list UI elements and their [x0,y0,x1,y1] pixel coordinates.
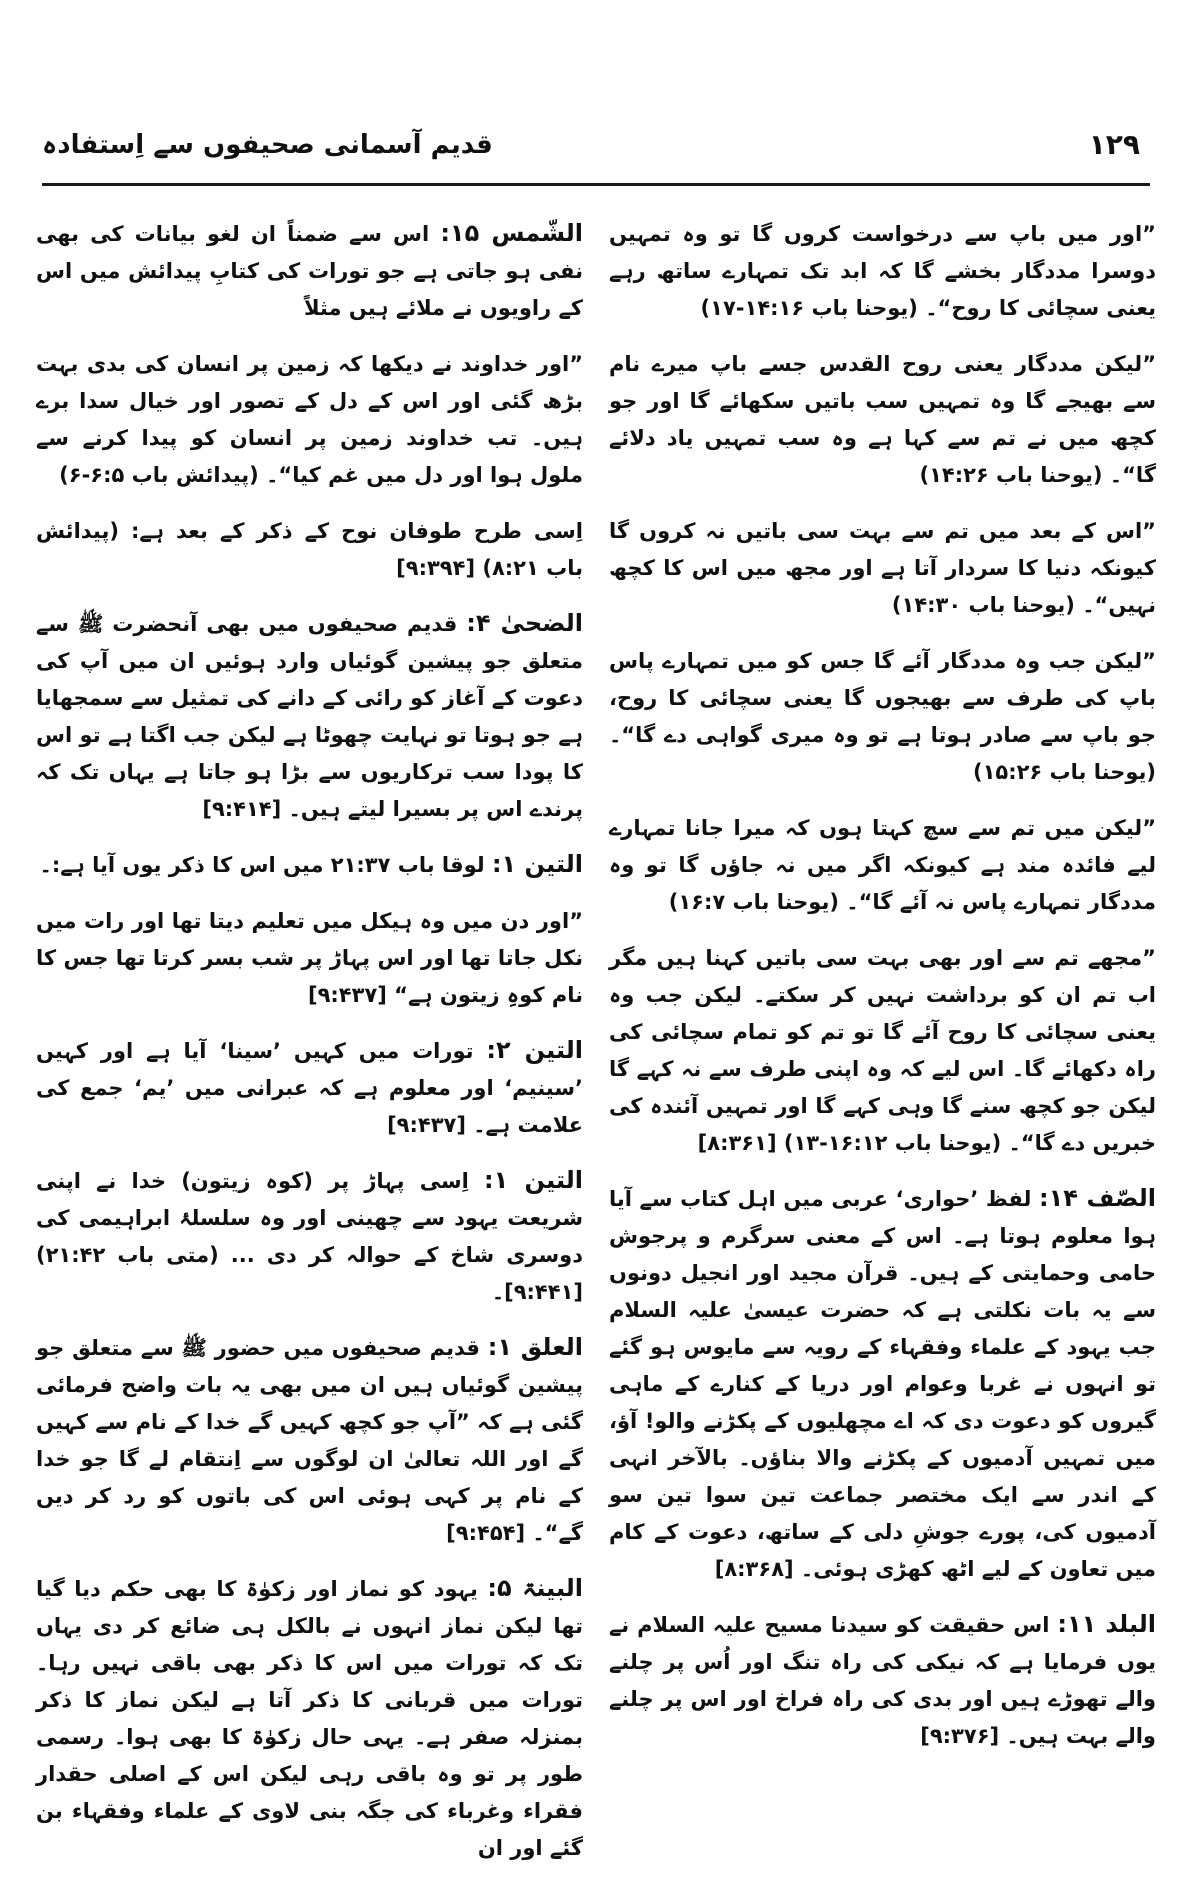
paragraph-text: ”لیکن میں تم سے سچ کہتا ہوں کہ میرا جانا تمہارے لیے فائدہ مند ہے کیونکہ اگر میں نہ جاؤں گا تو وہ مددگار تمہارے پاس نہ آئے گا“۔ (یوحنا باب ۱۶:۷) [609,816,1156,914]
paragraph [36,1162,583,1311]
verse-label: التین ۱: [491,850,583,878]
page-number: ۱۲۹ [1088,128,1140,161]
verse-label: الصّف ۱۴: [1038,1184,1156,1212]
paragraph [609,1606,1156,1755]
paragraph [36,1329,583,1552]
paragraph-text: ”لیکن مددگار یعنی روح القدس جسے باپ میرے نام سے بھیجے گا وہ تمہیں سب باتیں سکھائے گا اور جو کچھ میں نے تم سے کہا ہے وہ سب تمہیں یاد دلائے گا“۔ (یوحنا باب ۱۴:۲۶) [609,352,1156,487]
paragraph-text: اس حقیقت کو سیدنا مسیح علیہ السلام نے یوں فرمایا ہے کہ نیکی کی راہ تنگ اور اُس پر چلنے والے تھوڑے ہیں اور بدی کی راہ فراخ اور اس پر چلنے والے بہت ہیں۔ [۹:۳۷۶] [609,1613,1156,1748]
paragraph-text: ”اور خداوند نے دیکھا کہ زمین پر انسان کی بدی بہت بڑھ گئی اور اس کے دل کے تصور اور خیال سدا برے ہیں۔ تب خداوند زمین پر انسان کو پیدا کرنے سے ملول ہوا اور دل میں غم کیا“۔ (پیدائش باب ۶:۵-۶) [36,352,583,487]
verse-label: البینۃ ۵: [487,1574,583,1602]
verse-label: التین ۱: [484,1166,583,1194]
verse-label: البلد ۱۱: [1057,1610,1156,1638]
paragraph-text: ”مجھے تم سے اور بھی بہت سی باتیں کہنا ہیں مگر اب تم ان کو برداشت نہیں کر سکتے۔ لیکن جب وہ یعنی سچائی کا روح آئے گا تو تم کو تمام سچائی کی راہ دکھائے گا۔ اس لیے کہ وہ اپنی طرف سے نہ کہے گا لیکن جو کچھ سنے گا وہی کہے گا اور تمہیں آئندہ کی خبریں دے گا“۔ (یوحنا باب ۱۶:۱۲-۱۳) [۸:۳۶۱] [609,946,1156,1155]
paragraph [36,1570,583,1867]
header-rule [42,183,1150,186]
paragraph-text: اس سے ضمناً ان لغو بیانات کی بھی نفی ہو جاتی ہے جو تورات کی کتابِ پیدائش میں اس کے راویوں نے ملائے ہیں مثلاً [36,222,583,320]
paragraph [609,215,1156,327]
paragraph-text: ”اور میں باپ سے درخواست کروں گا تو وہ تمہیں دوسرا مددگار بخشے گا کہ ابد تک تمہارے ساتھ رہے یعنی سچائی کا روح“۔ (یوحنا باب ۱۴:۱۶-۱۷) [609,222,1156,320]
paragraph-text: تورات میں کہیں ’سینا‘ آیا ہے اور کہیں ’سینیم‘ اور معلوم ہے کہ عبرانی میں ’یم‘ جمع کی علامت ہے۔ [۹:۴۳۷] [36,1039,583,1137]
verse-label: الضحیٰ ۴: [466,609,584,637]
paragraph [609,809,1156,921]
paragraph [609,512,1156,624]
paragraph [36,846,583,884]
paragraph [609,345,1156,494]
paragraph-text: اِسی طرح طوفان نوح کے ذکر کے بعد ہے: (پیدائش باب ۸:۲۱) [۹:۳۹۴] [36,519,583,580]
paragraph-text: ”اور دن میں وہ ہیکل میں تعلیم دیتا تھا اور رات میں نکل جاتا تھا اور اس پہاڑ پر شب بسر کرتا تھا جس کا نام کوہِ زیتون ہے“ [۹:۴۳۷] [36,909,583,1007]
paragraph [609,1180,1156,1588]
paragraph-text: لفظ ’حواری‘ عربی میں اہل کتاب سے آیا ہوا معلوم ہوتا ہے۔ اس کے معنی سرگرم و پرجوش حامی وحمایتی کے ہیں۔ قرآن مجید اور انجیل دونوں سے یہ بات نکلتی ہے کہ حضرت عیسیٰ علیہ السلام جب یہود کے علماء وفقہاء کے رویہ سے مایوس ہو گئے تو انہوں نے غربا وعوام اور دریا کے کنارے کے ماہی گیروں کو دعوت دی کہ اے مچھلیوں کے پکڑنے والو! آؤ، میں تمہیں آدمیوں کے پکڑنے والا بناؤں۔ بالآخر انہی کے اندر سے ایک مختصر جماعت تین سوا تین سو آدمیوں کی، پورے جوشِ دلی کے ساتھ، دعوت کے کام میں تعاون کے لیے اٹھ کھڑی ہوئی۔ [۸:۳۶۸] [609,1187,1156,1581]
verse-label: التین ۲: [486,1036,583,1064]
right-column [609,215,1156,1831]
verse-label: الشّمس ۱۵: [440,219,584,247]
paragraph-text: قدیم صحیفوں میں حضور ﷺ سے متعلق جو پیشین گوئیاں ہیں ان میں بھی یہ بات واضح فرمائی گئی ہے کہ ”آپ جو کچھ کہیں گے خدا کے نام سے کہیں گے اور اللہ تعالیٰ ان لوگوں سے اِنتقام لے گا جو خدا کے نام پر کہی ہوئی اس کی باتوں کو رد کر دیں گے“۔ [۹:۴۵۴] [36,1336,583,1545]
left-column [36,215,584,1860]
running-header [42,100,1150,180]
paragraph [36,605,583,828]
paragraph [36,1032,583,1144]
paragraph-text: ”اس کے بعد میں تم سے بہت سی باتیں نہ کروں گا کیونکہ دنیا کا سردار آتا ہے اور مجھ میں اس کا کچھ نہیں“۔ (یوحنا باب ۱۴:۳۰) [609,519,1156,617]
book-title: قدیم آسمانی صحیفوں سے اِستفادہ [42,130,493,160]
verse-label: العلق ۱: [487,1333,583,1361]
paragraph [36,215,583,327]
paragraph-text: قدیم صحیفوں میں بھی آنحضرت ﷺ سے متعلق جو پیشین گوئیاں وارد ہوئیں ان میں آپ کی دعوت کے آغاز کو رائی کے دانے کی تمثیل سے سمجھایا ہے جو ہوتا تو نہایت چھوٹا ہے لیکن جب اگتا ہے تو اس کا پودا سب ترکاریوں سے بڑا ہو جاتا ہے یہاں تک کہ پرندے اس پر بسیرا لیتے ہیں۔ [۹:۴۱۴] [36,612,583,821]
paragraph-text: اِسی پہاڑ پر (کوہ زیتون) خدا نے اپنی شریعت یہود سے چھینی اور وہ سلسلۂ ابراہیمی کی دوسری شاخ کے حوالہ کر دی ... (متی باب ۲۱:۴۲) [۹:۴۴۱]۔ [36,1169,583,1304]
paragraph-text: ”لیکن جب وہ مددگار آئے گا جس کو میں تمہارے پاس باپ کی طرف سے بھیجوں گا یعنی سچائی کا روح، جو باپ سے صادر ہوتا ہے تو وہ میری گواہی دے گا“۔ (یوحنا باب ۱۵:۲۶) [609,649,1156,784]
paragraph [609,642,1156,791]
paragraph [609,939,1156,1162]
paragraph-text: لوقا باب ۲۱:۳۷ میں اس کا ذکر یوں آیا ہے:۔ [39,853,485,877]
paragraph-text: یہود کو نماز اور زکوٰۃ کا بھی حکم دیا گیا تھا لیکن نماز انہوں نے بالکل ہی ضائع کر دی یہاں تک کہ تورات میں اس کا ذکر بھی باقی نہیں رہا۔ تورات میں قربانی کا ذکر آتا ہے لیکن نماز کا ذکر بمنزلہ صفر ہے۔ یہی حال زکوٰۃ کا بھی ہوا۔ رسمی طور پر تو وہ باقی رہی لیکن اس کے اصلی حقدار فقراء وغرباء کی جگہ بنی لاوی کے علماء وفقہاء بن گئے اور ان [36,1577,583,1860]
paragraph [36,345,583,494]
paragraph [36,512,583,587]
two-column-body [36,215,1156,1860]
paragraph [36,902,583,1014]
